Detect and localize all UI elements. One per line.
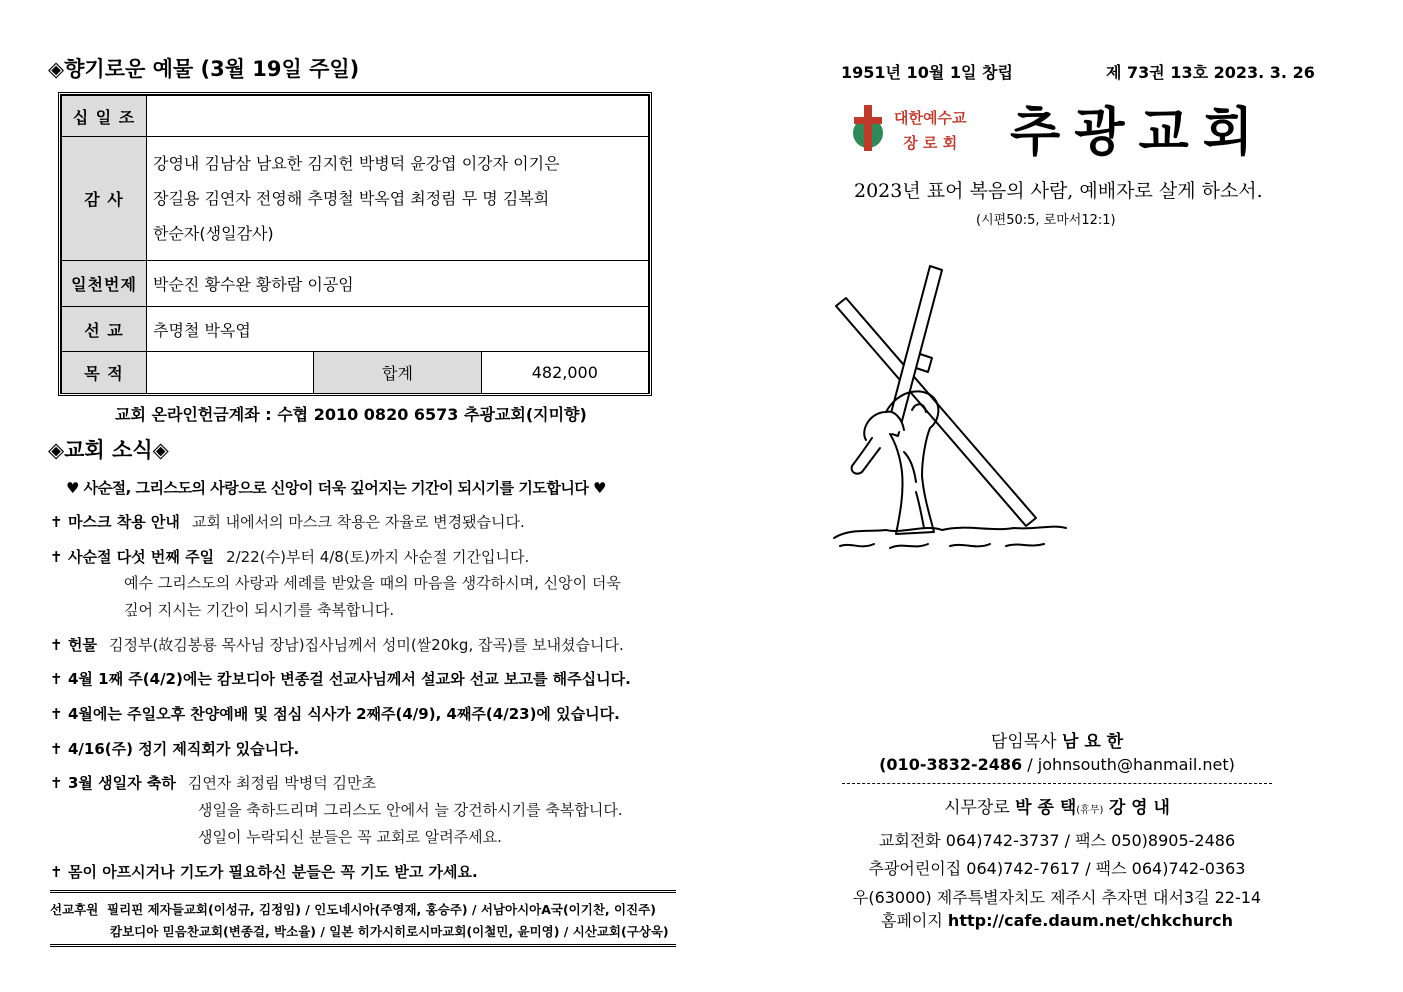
issue-volume: 제 73권 13호 2023. 3. 26 xyxy=(1106,63,1315,82)
tithe-label: 십 일 조 xyxy=(62,96,147,137)
total-value: 482,000 xyxy=(481,352,648,394)
church-name: 추광교회 xyxy=(1010,102,1267,163)
news-item xyxy=(50,703,620,724)
offering-table xyxy=(58,92,652,396)
news-item xyxy=(50,511,525,532)
news-title: 마스크 착용 안내 xyxy=(68,513,180,531)
prayer-line: ♥ 사순절, 그리스도의 사랑으로 신앙이 더욱 깊어지는 기간이 되시기를 기도합니다 ♥ xyxy=(66,479,606,497)
homepage-label: 홈페이지 xyxy=(881,911,943,930)
pastor-name: 남 요 한 xyxy=(1062,732,1124,752)
church-logo-icon xyxy=(851,103,885,153)
news-body: 2/22(수)부터 4/8(토)까지 사순절 기간입니다. xyxy=(226,548,530,566)
elders-line xyxy=(830,793,1284,818)
pastor-label: 담임목사 xyxy=(990,732,1057,752)
divider xyxy=(50,890,676,893)
cross-icon: ✝ xyxy=(50,670,63,688)
news-item xyxy=(50,668,631,689)
missions-support xyxy=(50,899,669,943)
offering-heading: ◈향기로운 예물 (3월 19일 주일) xyxy=(48,57,360,81)
news-item xyxy=(50,546,529,567)
kindergarten-phone: 추광어린이집 064)742-7617 / 팩스 064)742-0363 xyxy=(868,859,1246,878)
homepage-line xyxy=(830,908,1284,931)
church-phone: 교회전화 064)742-3737 / 팩스 050)8905-2486 xyxy=(878,831,1236,850)
mission-label: 선 교 xyxy=(62,307,147,352)
news-sub-line: 깊어 지시는 기간이 되시기를 축복합니다. xyxy=(124,601,395,619)
address: 우(63000) 제주특별자치도 제주시 추자면 대서3길 22-14 xyxy=(852,888,1262,907)
cross-icon: ✝ xyxy=(50,774,63,792)
purpose-label: 목 적 xyxy=(62,352,147,394)
thanks-label: 감 사 xyxy=(62,137,147,261)
mission-names: 추명철 박옥엽 xyxy=(147,307,649,352)
cross-icon: ✝ xyxy=(50,513,63,531)
cross-icon: ✝ xyxy=(50,740,63,758)
pastor-phone: (010-3832-2486 xyxy=(879,755,1023,774)
pastor-line xyxy=(830,727,1284,752)
pastor-email: / johnsouth@hanmail.net) xyxy=(1027,755,1235,774)
motto: 2023년 표어 복음의 사람, 예배자로 살게 하소서. xyxy=(854,180,1263,202)
news-item xyxy=(50,634,624,655)
news-heading: ◈교회 소식◈ xyxy=(48,438,169,462)
news-sub-line: 예수 그리스도의 사랑과 세례를 받았을 때의 마음을 생각하시며, 신앙이 더욱 xyxy=(124,574,621,592)
missions-line1: 필리핀 제자들교회(이성규, 김정임) / 인도네시아(주영재, 홍승주) / 서남아시아A국(이기찬, 이진주) xyxy=(107,902,656,917)
thanks-names xyxy=(147,137,649,261)
missions-line2: 캄보디아 믿음찬교회(변종걸, 박소율) / 일본 히가시히로시마교회(이철민, 윤미영) / 시산교회(구상욱) xyxy=(110,924,669,939)
motto-reference: (시편50:5, 로마서12:1) xyxy=(976,213,1116,228)
news-title: 헌물 xyxy=(68,636,97,654)
onethousand-names: 박순진 황수완 황하람 이공임 xyxy=(147,261,649,307)
news-body: 김연자 최정림 박병덕 김만초 xyxy=(187,774,377,792)
denomination-line: 대한예수교 xyxy=(894,109,967,127)
denomination xyxy=(894,106,966,156)
news-body: 교회 내에서의 마스크 착용은 자율로 변경됐습니다. xyxy=(191,513,525,531)
purpose-names xyxy=(147,352,314,394)
news-text: 몸이 아프시거나 기도가 필요하신 분들은 꼭 기도 받고 가세요. xyxy=(68,863,478,881)
news-text: 4월에는 주일오후 찬양예배 및 점심 식사가 2째주(4/9), 4째주(4/23)에 있습니다. xyxy=(68,705,620,723)
cross-icon: ✝ xyxy=(50,863,63,881)
elder-name: 박 종 택 xyxy=(1015,798,1077,818)
elder-note: (휴무) xyxy=(1076,805,1104,816)
thanks-line: 강영내 김남삼 남요한 김지헌 박병덕 윤강엽 이강자 이기은 xyxy=(153,154,560,173)
news-body: 김정부(故김봉룡 목사님 장남)집사님께서 성미(쌀20kg, 잡곡)를 보내셨습니다. xyxy=(108,636,624,654)
tithe-names xyxy=(147,96,649,137)
news-sub-line: 생일이 누락되신 분들은 꼭 교회로 알려주세요. xyxy=(198,828,502,846)
jesus-carrying-cross-illustration xyxy=(830,262,1070,562)
pastor-contact xyxy=(830,755,1284,774)
thanks-line: 한순자(생일감사) xyxy=(153,224,274,243)
news-item xyxy=(50,772,376,793)
cross-icon: ✝ xyxy=(50,548,63,566)
total-label: 합계 xyxy=(314,352,481,394)
missions-label: 선교후원 xyxy=(50,902,99,917)
elder-name: 강 영 내 xyxy=(1108,798,1170,818)
news-title: 3월 생일자 축하 xyxy=(68,774,176,792)
dashed-divider xyxy=(842,783,1272,784)
account-line: 교회 온라인헌금계좌 : 수협 2010 0820 6573 추광교회(지미향) xyxy=(115,405,587,424)
thanks-line: 장길용 김연자 전영해 추명철 박옥엽 최정림 무 명 김복희 xyxy=(153,189,550,208)
news-item xyxy=(50,738,299,759)
news-item xyxy=(50,861,478,882)
onethousand-label: 일천번제 xyxy=(62,261,147,307)
homepage-link[interactable]: http://cafe.daum.net/chkchurch xyxy=(947,911,1233,930)
news-text: 4월 1째 주(4/2)에는 캄보디아 변종걸 선교사님께서 설교와 선교 보고를 해주십니다. xyxy=(68,670,631,688)
founded-date: 1951년 10월 1일 창립 xyxy=(841,63,1013,82)
divider xyxy=(50,944,676,947)
news-text: 4/16(주) 정기 제직회가 있습니다. xyxy=(68,740,300,758)
elders-label: 시무장로 xyxy=(944,798,1010,818)
cross-icon: ✝ xyxy=(50,705,63,723)
news-sub-line: 생일을 축하드리며 그리스도 안에서 늘 강건하시기를 축복합니다. xyxy=(198,801,623,819)
news-title: 사순절 다섯 번째 주일 xyxy=(68,548,215,566)
cross-icon: ✝ xyxy=(50,636,63,654)
denomination-line: 장 로 회 xyxy=(903,134,958,152)
